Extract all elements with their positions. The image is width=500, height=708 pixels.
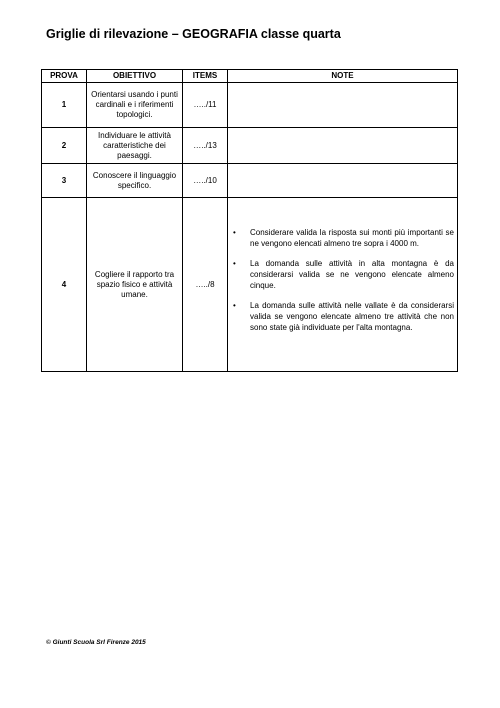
table-row <box>42 83 458 128</box>
cell-obiettivo: Cogliere il rapporto tra spazio fisico e attività umane. <box>87 198 183 372</box>
cell-note <box>228 83 458 128</box>
cell-note <box>228 128 458 164</box>
cell-obiettivo: Orientarsi usando i punti cardinali e i riferimenti topologici. <box>87 83 183 128</box>
note-text: Considerare valida la risposta sui monti più importanti se ne vengono elencati almeno tre sopra i 4000 m. <box>250 228 454 248</box>
cell-prova: 2 <box>42 128 87 164</box>
cell-note <box>228 164 458 198</box>
list-item <box>231 258 454 291</box>
notes-list <box>231 227 454 333</box>
bullet-icon: • <box>233 259 236 268</box>
cell-prova: 3 <box>42 164 87 198</box>
cell-obiettivo: Individuare le attività caratteristiche dei paesaggi. <box>87 128 183 164</box>
bullet-icon: • <box>233 228 236 237</box>
list-item <box>231 227 454 249</box>
cell-items: …../10 <box>183 164 228 198</box>
page-title: Griglie di rilevazione – GEOGRAFIA classe quarta <box>46 27 341 41</box>
cell-items: …../13 <box>183 128 228 164</box>
table-row <box>42 164 458 198</box>
cell-note <box>228 198 458 372</box>
list-item <box>231 300 454 333</box>
note-text: La domanda sulle attività nelle vallate è da considerarsi valida se vengono elencate almeno tre attività che non sono state già individuate per l'alta montagna. <box>250 301 454 332</box>
cell-obiettivo: Conoscere il linguaggio specifico. <box>87 164 183 198</box>
header-obiettivo: OBIETTIVO <box>87 70 183 83</box>
header-items: ITEMS <box>183 70 228 83</box>
table-header-row <box>42 70 458 83</box>
assessment-grid-table <box>41 69 458 372</box>
table-row <box>42 198 458 372</box>
bullet-icon: • <box>233 301 236 310</box>
table-row <box>42 128 458 164</box>
note-text: La domanda sulle attività in alta montagna è da considerarsi valida se ne vengono elencate almeno cinque. <box>250 259 454 290</box>
header-note: NOTE <box>228 70 458 83</box>
cell-prova: 1 <box>42 83 87 128</box>
cell-prova: 4 <box>42 198 87 372</box>
cell-items: …../11 <box>183 83 228 128</box>
cell-items: …../8 <box>183 198 228 372</box>
copyright-footer: © Giunti Scuola Srl Firenze 2015 <box>46 639 146 646</box>
header-prova: PROVA <box>42 70 87 83</box>
